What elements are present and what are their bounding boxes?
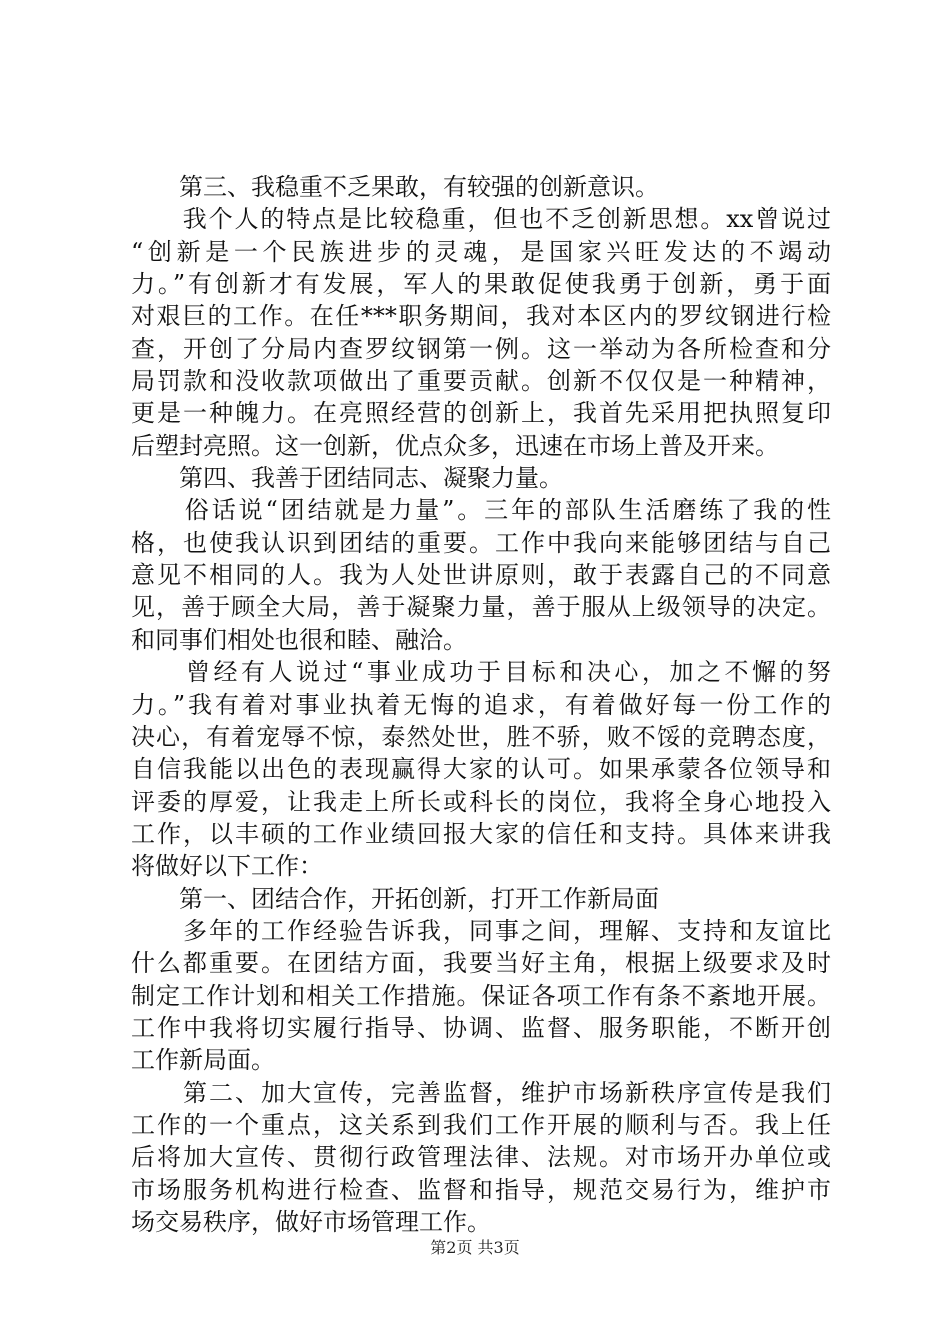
text-line: “创新是一个民族进步的灵魂，是国家兴旺发达的不竭动 — [131, 237, 831, 266]
page-footer: 第2页 共3页 — [430, 1238, 520, 1257]
text-line: 更是一种魄力。在亮照经营的创新上，我首先采用把执照复印 — [131, 399, 831, 428]
text-line: 制定工作计划和相关工作措施。保证各项工作有条不紊地开展。 — [131, 981, 831, 1010]
text-line: 力。”我有着对事业执着无悔的追求，有着做好每一份工作的 — [131, 690, 831, 719]
text-line: 对艰巨的工作。在任***职务期间，我对本区内的罗纹钢进行检 — [131, 302, 831, 331]
text-line: 力。”有创新才有发展，军人的果敢促使我勇于创新，勇于面 — [131, 270, 831, 299]
text-line: 自信我能以出色的表现赢得大家的认可。如果承蒙各位领导和 — [131, 755, 831, 784]
text-line: 工作新局面。 — [131, 1046, 275, 1075]
text-line: 工作中我将切实履行指导、协调、监督、服务职能，不断开创 — [131, 1013, 831, 1042]
document-body — [131, 171, 831, 1238]
text-line: 工作的一个重点，这关系到我们工作开展的顺利与否。我上任 — [131, 1110, 831, 1139]
text-line: 意见不相同的人。我为人处世讲原则，敢于表露自己的不同意 — [131, 561, 831, 590]
text-line: 和同事们相处也很和睦、融洽。 — [131, 625, 467, 654]
text-line: 将做好以下工作： — [131, 852, 323, 881]
text-line: 后将加大宣传、贯彻行政管理法律、法规。对市场开办单位或 — [131, 1143, 831, 1172]
text-line: 曾经有人说过“事业成功于目标和决心，加之不懈的努 — [131, 658, 831, 687]
text-line: 查，开创了分局内查罗纹钢第一例。这一举动为各所检查和分 — [131, 334, 831, 363]
text-line: 工作，以丰硕的工作业绩回报大家的信任和支持。具体来讲我 — [131, 819, 831, 848]
text-line: 市场服务机构进行检查、监督和指导，规范交易行为，维护市 — [131, 1175, 831, 1204]
text-line: 第四、我善于团结同志、凝聚力量。 — [131, 464, 563, 493]
text-line: 见，善于顾全大局，善于凝聚力量，善于服从上级领导的决定。 — [131, 593, 831, 622]
text-line: 场交易秩序，做好市场管理工作。 — [131, 1208, 491, 1236]
text-line: 我个人的特点是比较稳重，但也不乏创新思想。xx曾说过 — [131, 205, 831, 234]
text-line: 决心，有着宠辱不惊，泰然处世，胜不骄，败不馁的竞聘态度， — [131, 722, 831, 751]
text-line: 第二、加大宣传，完善监督，维护市场新秩序宣传是我们 — [131, 1078, 831, 1107]
text-line: 评委的厚爱，让我走上所长或科长的岗位，我将全身心地投入 — [131, 787, 831, 816]
text-line: 什么都重要。在团结方面，我要当好主角，根据上级要求及时 — [131, 949, 831, 978]
text-line: 局罚款和没收款项做出了重要贡献。创新不仅仅是一种精神， — [131, 367, 831, 396]
text-line: 后塑封亮照。这一创新，优点众多，迅速在市场上普及开来。 — [131, 431, 779, 460]
text-line: 第一、团结合作，开拓创新，打开工作新局面 — [131, 884, 659, 913]
text-line: 格，也使我认识到团结的重要。工作中我向来能够团结与自己 — [131, 528, 831, 557]
text-line: 俗话说“团结就是力量”。三年的部队生活磨练了我的性 — [131, 496, 831, 525]
text-line: 多年的工作经验告诉我，同事之间，理解、支持和友谊比 — [131, 916, 831, 945]
text-line: 第三、我稳重不乏果敢，有较强的创新意识。 — [131, 173, 659, 201]
